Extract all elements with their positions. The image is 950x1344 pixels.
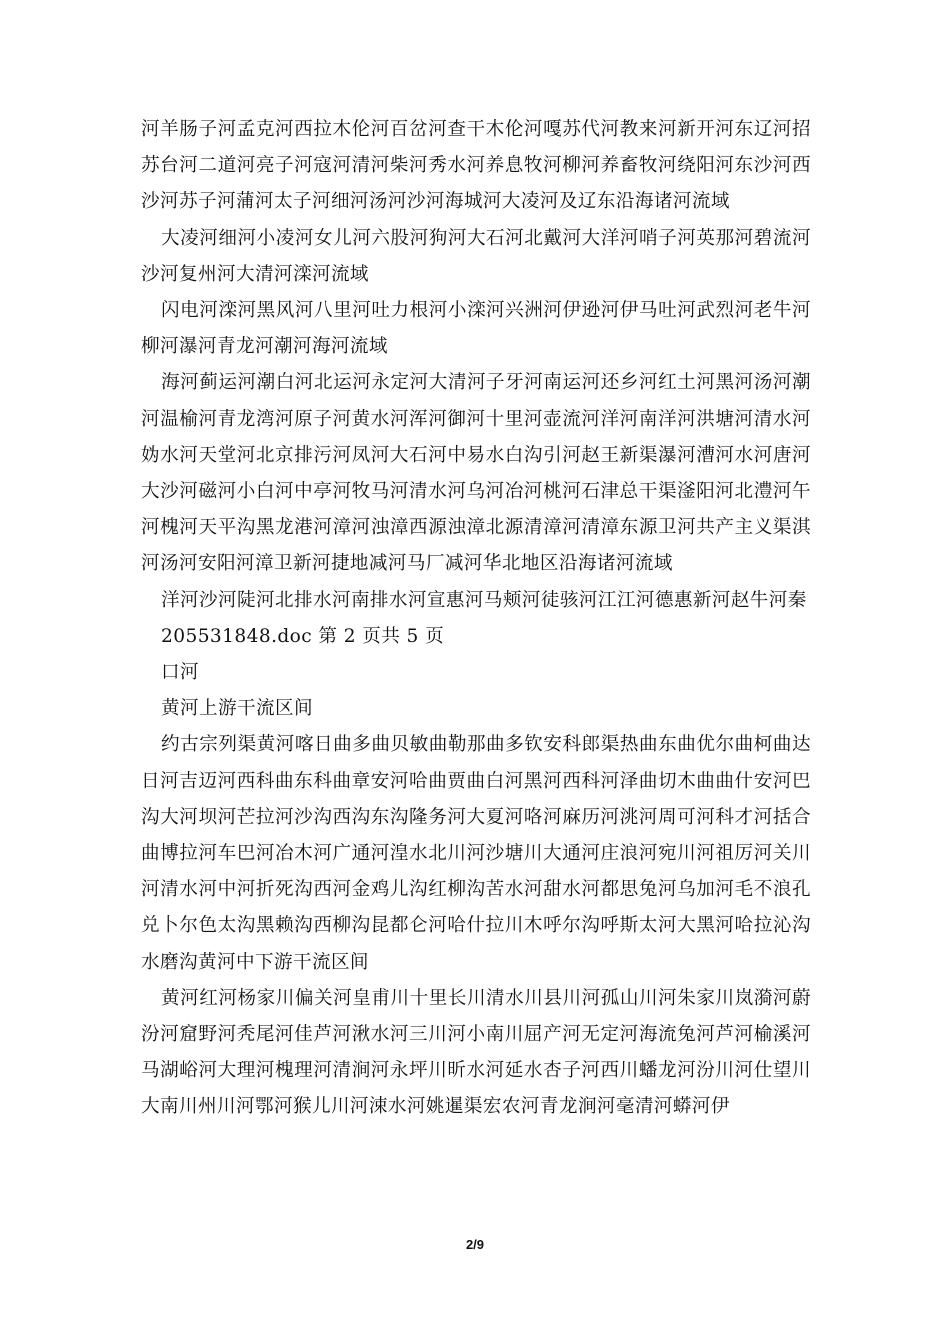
section-heading: 黄河上游干流区间: [161, 698, 313, 720]
page-number: 2/9: [465, 1237, 485, 1252]
doc-footer-line: 205531848.doc 第 2 页共 5 页: [161, 625, 445, 647]
paragraph: 黄河红河杨家川偏关河皇甫川十里长川清水川县川河孤山川河朱家川岚漪河蔚汾河窟野河秃尾河佳芦河湫水河三川河小南川屈产河无定河海流兔河芦河榆溪河马湖峪河大理河槐理河清涧河永坪川昕水河延水杏子河西川蟠龙河汾川河仕望川大南川州川河鄂河猴儿川河涑水河姚暹渠宏农河青龙涧河毫清河蟒河伊: [141, 987, 811, 1118]
paragraph: 大凌河细河小凌河女儿河六股河狗河大石河北戴河大洋河哨子河英那河碧流河沙河复州河大清河滦河流域: [141, 227, 811, 285]
document-body: [141, 112, 811, 1126]
paragraph: 洋河沙河陡河北排水河南排水河宣惠河马颊河徒骇河江江河德惠新河赵牛河秦: [161, 589, 807, 611]
paragraph: 闪电河滦河黑风河八里河吐力根河小滦河兴洲河伊逊河伊马吐河武烈河老牛河柳河瀑河青龙河潮河海河流域: [141, 300, 811, 358]
paragraph: 约古宗列渠黄河喀日曲多曲贝敏曲勒那曲多钦安科郎渠热曲东曲优尔曲柯曲达日河吉迈河西科曲东科曲章安河哈曲贾曲白河黑河西科河泽曲切木曲曲什安河巴沟大河坝河芒拉河沙沟西沟东沟隆务河大夏河咯河麻历河洮河周可河科才河括合曲博拉河车巴河冶木河广通河湟水北川河沙塘川大通河庄浪河宛川河祖厉河关川河清水河中河折死沟西河金鸡儿沟红柳沟苦水河甜水河都思兔河乌加河毛不浪孔兑卜尔色太沟黑赖沟西柳沟昆都仑河哈什拉川木呼尔沟呼斯太河大黑河哈拉沁沟水磨沟黄河中下游干流区间: [141, 734, 811, 973]
paragraph: 口河: [161, 662, 199, 684]
paragraph: 海河蓟运河潮白河北运河永定河大清河子牙河南运河还乡河红土河黑河汤河潮河温榆河青龙湾河原子河黄水河浑河御河十里河壶流河洋河南洋河洪塘河清水河妫水河天堂河北京排污河凤河大石河中易水白沟引河赵王新渠瀑河漕河水河唐河大沙河磁河小白河中亭河牧马河清水河乌河冶河桃河石津总干渠滏阳河北澧河午河槐河天平沟黑龙港河漳河浊漳西源浊漳北源清漳河清漳东源卫河共产主义渠淇河汤河安阳河漳卫新河捷地减河马厂减河华北地区沿海诸河流域: [141, 372, 811, 575]
paragraph: 河羊肠子河孟克河西拉木伦河百岔河查干木伦河嘎苏代河教来河新开河东辽河招苏台河二道河亮子河寇河清河柴河秀水河养息牧河柳河养畜牧河绕阳河东沙河西沙河苏子河蒲河太子河细河汤河沙河海城河大凌河及辽东沿海诸河流域: [141, 119, 811, 213]
